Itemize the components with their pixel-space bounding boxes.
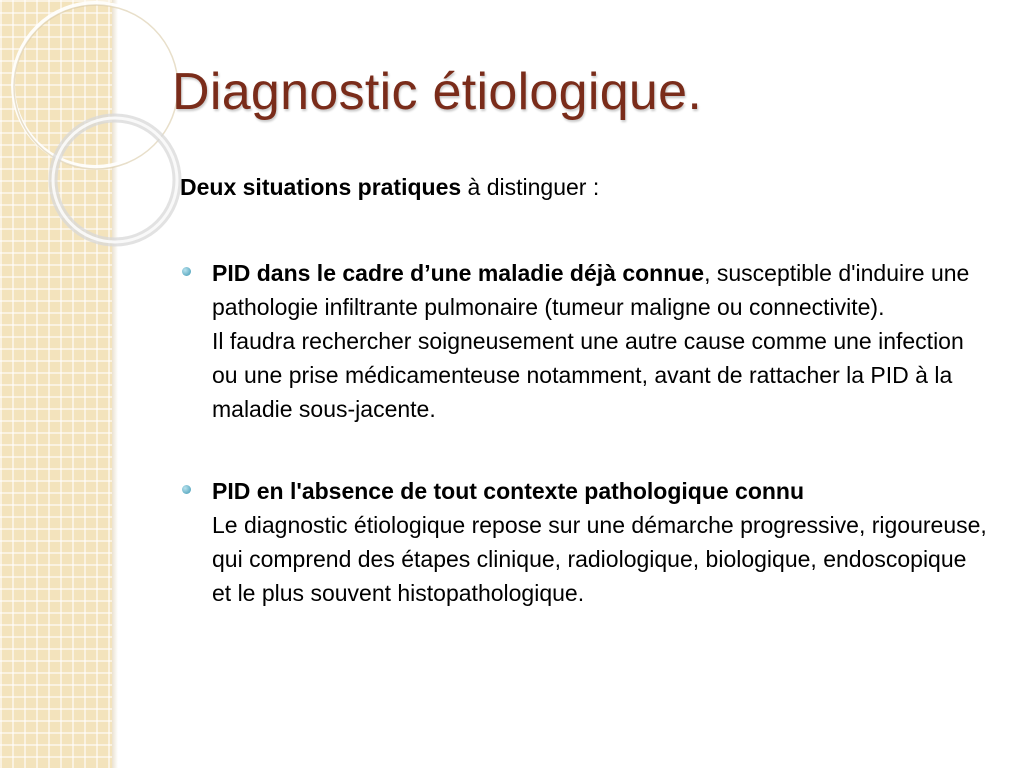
bullet-item-no-context xyxy=(180,474,990,610)
bullet-dot-icon xyxy=(182,485,191,494)
bullet-dot-icon xyxy=(182,267,191,276)
intro-line xyxy=(180,170,990,204)
intro-text: à distinguer : xyxy=(461,174,600,200)
intro-bold-text: Deux situations pratiques xyxy=(180,174,462,200)
bullet-continuation: Il faudra rechercher soigneusement une autre cause comme une infection ou une prise médicamenteuse notamment, avant de rattacher la PID à la maladie sous-jacente. xyxy=(212,328,964,422)
bullet-item-known-disease xyxy=(180,256,990,426)
bullet-text: , susceptible d'induire une pathologie infiltrante pulmonaire (tumeur maligne ou connectivite). xyxy=(212,260,970,320)
bullet-heading: PID dans le cadre d’une maladie déjà connue xyxy=(212,260,705,286)
bullet-continuation: Le diagnostic étiologique repose sur une démarche progressive, rigoureuse, qui comprend des étapes clinique, radiologique, biologique, endoscopique et le plus souvent histopathologique. xyxy=(212,512,987,606)
slide-title: Diagnostic étiologique. xyxy=(172,63,703,121)
slide-body xyxy=(180,170,990,658)
decorative-side-band xyxy=(0,0,112,768)
side-band-shadow xyxy=(112,0,118,768)
bullet-heading: PID en l'absence de tout contexte pathologique connu xyxy=(212,478,805,504)
